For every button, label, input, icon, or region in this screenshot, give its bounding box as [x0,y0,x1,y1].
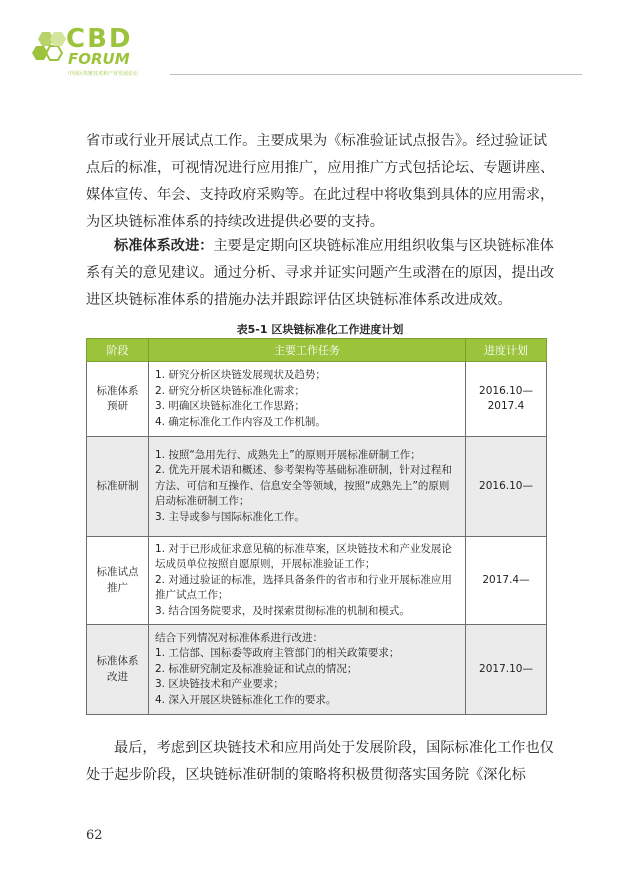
header-stage: 阶段 [87,339,149,362]
paragraph-3: 最后，考虑到区块链技术和应用尚处于发展阶段，国际标准化工作也仅处于起步阶段，区块链标准研制的策略将积极贯彻落实国务院《深化标 [86,740,554,783]
schedule-cell: 2017.10— [466,625,547,715]
paragraph-2 [86,233,556,314]
stage-cell: 标准试点推广 [87,537,149,625]
page-header [0,0,640,80]
paragraph-2-body: 主要是定期向区块链标准应用组织收集与区块链标准体系有关的意见建议。通过分析、寻求并证实问题产生或潜在的原因，提出改进区块链标准体系的措施办法并跟踪评估区块链标准体系改进成效。 [86,238,555,308]
task-line: 3. 结合国务院要求，及时探索贯彻标准的机制和模式。 [155,604,410,617]
task-line: 1. 研究分析区块链发展现状及趋势； [155,369,326,381]
tasks-cell [149,537,466,625]
task-line: 3. 明确区块链标准化工作思路； [155,400,305,412]
header-divider [170,74,582,75]
schedule-cell: 2017.4— [466,537,547,625]
stage-cell: 标准研制 [87,437,149,537]
logo-title: CBD [66,24,133,54]
task-line: 结合下列情况对标准体系进行改进： [155,631,323,644]
table-row [87,437,547,537]
table-row [87,537,547,625]
hexagon-logo-icon [32,30,70,68]
task-line: 3. 区块链技术和产业要求； [155,678,284,691]
paragraph-2-lead: 标准体系改进： [114,238,214,254]
table-header-row [87,339,547,362]
table-caption: 表5-1 区块链标准化工作进度计划 [236,323,404,336]
task-line: 2. 标准研究制定及标准验证和试点的情况； [155,662,358,675]
paragraph-1: 省市或行业开展试点工作。主要成果为《标准验证试点报告》。经过验证试点后的标准，可视情况进行应用推广，应用推广方式包括论坛、专题讲座、媒体宣传、年会、支持政府采购等。在此过程中将收集到具体的应用需求，为区块链标准体系的持续改进提供必要的支持。 [86,133,555,230]
task-line: 1. 按照“急用先行、成熟先上”的原则开展标准研制工作； [155,448,421,461]
task-line: 1. 工信部、国标委等政府主管部门的相关政策要求； [155,647,400,660]
task-line: 4. 深入开展区块链标准化工作的要求。 [155,693,337,706]
task-line: 1. 对于已形成征求意见稿的标准草案，区块链技术和产业发展论坛成员单位按照自愿原则，开展标准验证工作； [155,542,452,571]
stage-cell: 标准体系改进 [87,625,149,715]
header-schedule: 进度计划 [466,339,547,362]
page-number: 62 [86,828,103,843]
tasks-cell [149,437,466,537]
tasks-cell [149,625,466,715]
task-line: 2. 优先开展术语和概述、参考架构等基础标准研制，针对过程和方法、可信和互操作、信息安全等领域，按照“成熟先上”的原则启动标准研制工作； [155,464,452,508]
table-row [87,625,547,715]
stage-cell: 标准体系预研 [87,362,149,437]
schedule-table [86,338,547,715]
table-row [87,362,547,437]
task-line: 3. 主导或参与国际标准化工作。 [155,510,305,523]
schedule-cell: 2016.10— [466,437,547,537]
task-line: 2. 研究分析区块链标准化需求； [155,384,305,397]
logo-forum: FORUM [68,50,130,68]
task-line: 2. 对通过验证的标准，选择具备条件的省市和行业开展标准应用推广试点工作； [155,573,452,602]
schedule-cell: 2016.10—2017.4 [466,362,547,437]
header-tasks: 主要工作任务 [149,339,466,362]
logo-subtitle: 中国区块链技术和产业发展论坛 [68,71,139,77]
tasks-cell [149,362,466,437]
task-line: 4. 确定标准化工作内容及工作机制。 [155,415,326,428]
